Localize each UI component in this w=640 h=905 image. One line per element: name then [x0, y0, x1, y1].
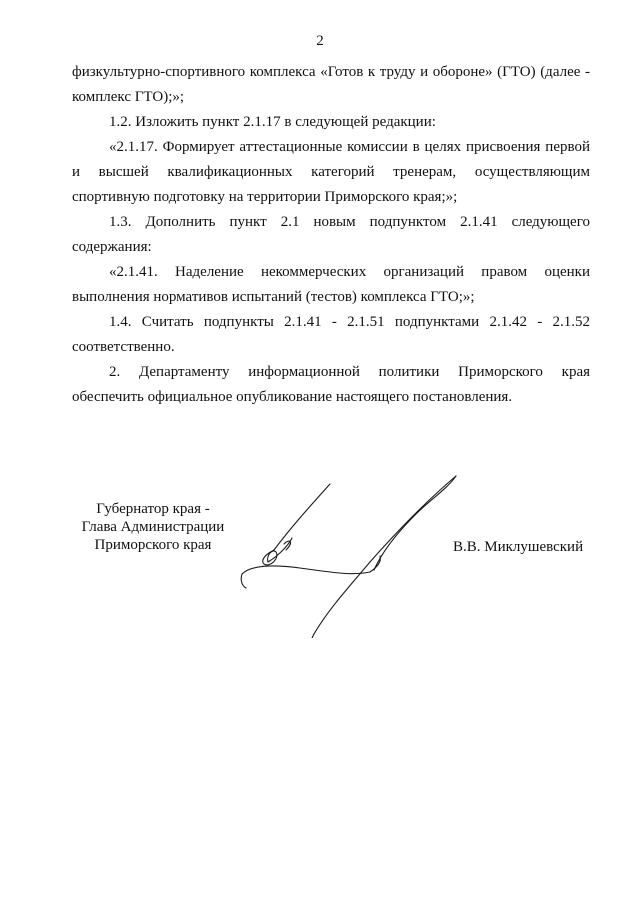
paragraph-gto-continuation: физкультурно-спортивного комплекса «Готов к труду и обороне» (ГТО) (далее - комплекс ГТО);»; [72, 64, 590, 105]
paragraph-2-1-17: «2.1.17. Формирует аттестационные комиссии в целях присвоения первой и высшей квалификационных категорий тренерам, осуществляющим спортивную подготовку на территории Приморского края;»; [72, 139, 590, 205]
handwritten-signature [230, 458, 470, 638]
signatory-name: В.В. Миклушевский [453, 539, 584, 555]
paragraph-1-2: 1.2. Изложить пункт 2.1.17 в следующей редакции: [109, 114, 436, 130]
paragraph-2: 2. Департаменту информационной политики Приморского края обеспечить официальное опубликование настоящего постановления. [72, 364, 590, 405]
signatory-position [78, 500, 228, 554]
signatory-position-line-3: Приморского края [94, 537, 212, 553]
paragraph-1-4: 1.4. Считать подпункты 2.1.41 - 2.1.51 подпунктами 2.1.42 - 2.1.52 соответственно. [72, 314, 590, 355]
paragraph-1-3: 1.3. Дополнить пункт 2.1 новым подпунктом 2.1.41 следующего содержания: [72, 214, 590, 255]
page-number: 2 [316, 33, 324, 49]
signatory-position-line-2: Глава Администрации [81, 519, 225, 535]
paragraph-2-1-41: «2.1.41. Наделение некоммерческих организаций правом оценки выполнения нормативов испытаний (тестов) комплекса ГТО;»; [72, 264, 590, 305]
signature-block [0, 500, 640, 660]
document-body [72, 60, 590, 410]
signatory-position-line-1: Губернатор края - [96, 501, 210, 517]
